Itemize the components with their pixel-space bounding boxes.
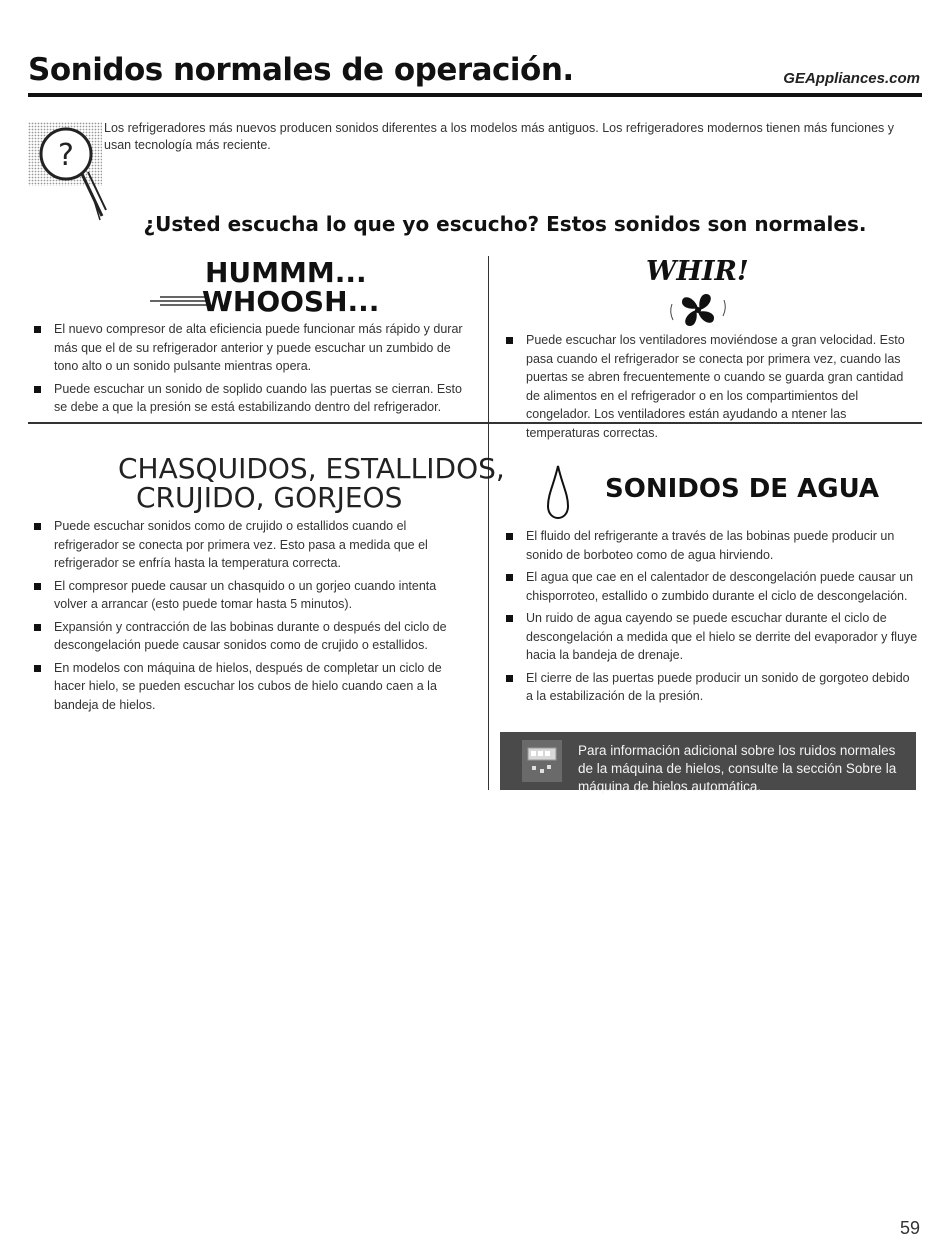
- ice-maker-icon: [522, 740, 562, 782]
- svg-text:?: ?: [58, 138, 74, 173]
- humm-title: HUMMM...: [205, 256, 367, 289]
- whir-title: WHIR!: [646, 256, 749, 287]
- list-item: Expansión y contracción de las bobinas durante o después del ciclo de descongelación puede causar sonidos como de crujido o estallidos.: [28, 618, 468, 655]
- section-question: ¿Usted escucha lo que yo escucho? Estos sonidos son normales.: [143, 212, 867, 236]
- note-text: Para información adicional sobre los ruidos normales de la máquina de hielos, consulte la sección Sobre la máquina de hielos automática.: [578, 743, 897, 794]
- page-number: 59: [899, 1218, 920, 1238]
- column-divider: [488, 256, 489, 790]
- chasquidos-list: [28, 517, 468, 718]
- list-item: Puede escuchar sonidos como de crujido o estallidos cuando el refrigerador se conecta por primera vez. Esto pasa a medida que el refrigerador se enfría hasta la temperatura correcta.: [28, 517, 468, 573]
- chasquidos-title-line1: CHASQUIDOS, ESTALLIDOS,: [118, 452, 505, 485]
- list-item: El agua que cae en el calentador de descongelación puede causar un chisporroteo, estallido o zumbido durante el ciclo de descongelación.: [500, 568, 920, 605]
- chasquidos-title-line2: CRUJIDO, GORJEOS: [136, 481, 403, 514]
- whir-list: [500, 331, 920, 446]
- list-item: El fluido del refrigerante a través de las bobinas puede producir un sonido de borboteo como de agua hirviendo.: [500, 527, 920, 564]
- intro-text: Los refrigeradores más nuevos producen sonidos diferentes a los modelos más antiguos. Los refrigeradores modernos tienen más funciones y usan tecnología más reciente.: [104, 121, 895, 152]
- list-item: Un ruido de agua cayendo se puede escuchar durante el ciclo de descongelación a medida que el hielo se derrite del evaporador y fluye hacia la bandeja de drenaje.: [500, 609, 920, 665]
- agua-title: SONIDOS DE AGUA: [605, 474, 880, 504]
- agua-list: [500, 527, 920, 710]
- list-item: En modelos con máquina de hielos, después de completar un ciclo de hacer hielo, se pueden escuchar los cubos de hielo cuando caen a la bandeja de hielos.: [28, 659, 468, 715]
- site-url: GEAppliances.com: [783, 70, 920, 87]
- list-item: Puede escuchar los ventiladores moviéndose a gran velocidad. Esto pasa cuando el refrigerador se conecta por primera vez, cuando las puertas se abren frecuentemente o cuando se guarda gran cantidad de alimentos en el refrigerador o en los compartimientos del congelador. Los ventiladores están ayudando a ntener las temperaturas correctas.: [500, 331, 920, 442]
- humm-list: [28, 320, 468, 421]
- whoosh-lines-icon: [150, 294, 208, 308]
- header-divider: [28, 93, 922, 97]
- list-item: El nuevo compresor de alta eficiencia puede funcionar más rápido y durar más que el de su refrigerador anterior y puede escuchar un zumbido de tono alto o un sonido pulsante mientras opera.: [28, 320, 468, 376]
- list-item: El cierre de las puertas puede producir un sonido de gorgoteo debido a la estabilización de la presión.: [500, 669, 920, 706]
- list-item: Puede escuchar un sonido de soplido cuando las puertas se cierran. Esto se debe a que la presión se está estabilizando dentro del refrigerador.: [28, 380, 468, 417]
- whoosh-title: WHOOSH...: [202, 285, 380, 318]
- fan-icon: [660, 286, 736, 334]
- page-title: Sonidos normales de operación.: [28, 52, 574, 88]
- ice-maker-note: [500, 732, 916, 794]
- water-drop-icon: [544, 464, 572, 520]
- list-item: El compresor puede causar un chasquido o un gorjeo cuando intenta volver a arrancar (esto puede tomar hasta 5 minutos).: [28, 577, 468, 614]
